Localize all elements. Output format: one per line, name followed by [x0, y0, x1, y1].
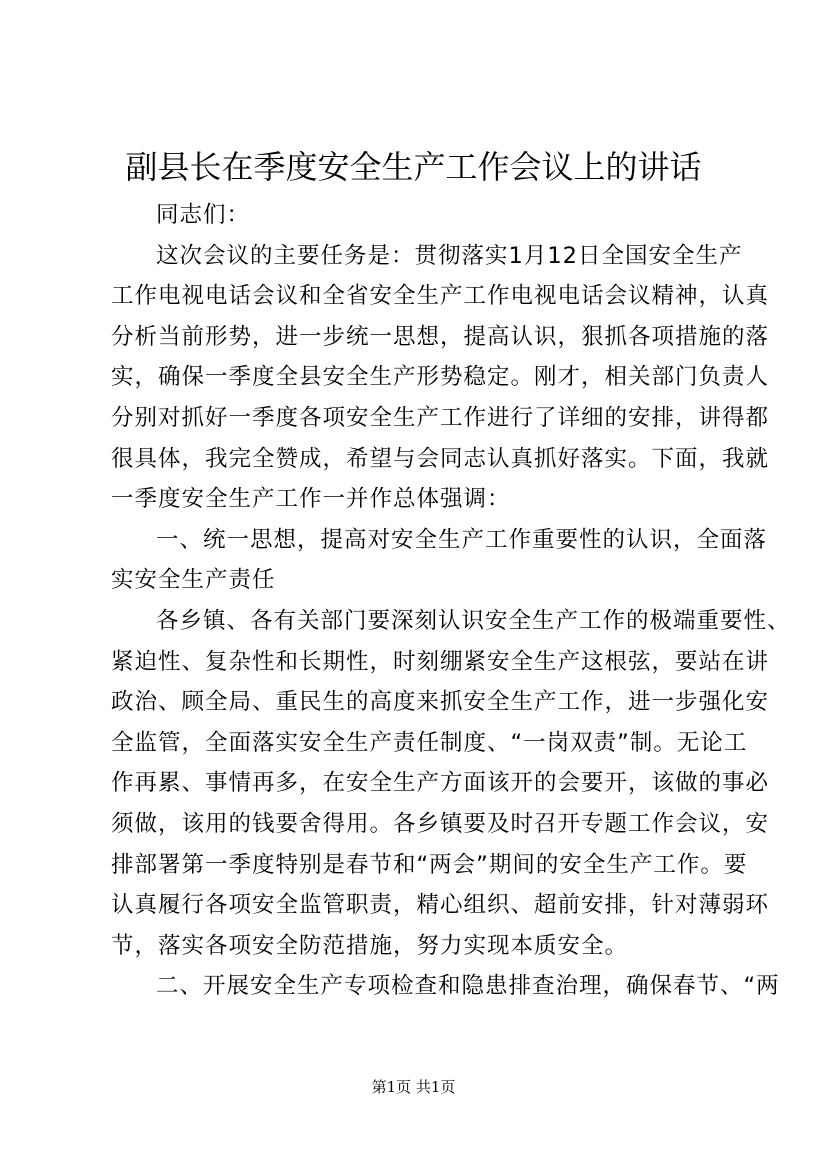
section-heading-line: 实安全生产责任 [111, 567, 276, 594]
salutation-line: 同志们： [156, 202, 251, 228]
section-heading-line: 一、统一思想，提高对安全生产工作重要性的认识，全面落 [156, 526, 768, 553]
paragraph-line: 紧迫性、复杂性和长期性，时刻绷紧安全生产这根弦，要站在讲 [111, 648, 770, 675]
paragraph-line: 工作电视电话会议和全省安全生产工作电视电话会议精神，认真 [111, 283, 770, 310]
paragraph-line: 须做，该用的钱要舍得用。各乡镇要及时召开专题工作会议，安 [111, 810, 770, 837]
page-footer: 第1页 共1页 [371, 1078, 456, 1096]
section-heading-line: 二、开展安全生产专项检查和隐患排查治理，确保春节、“两 [156, 973, 780, 1000]
paragraph-line: 分别对抓好一季度各项安全生产工作进行了详细的安排，讲得都 [111, 404, 770, 431]
paragraph-line: 排部署第一季度特别是春节和“两会”期间的安全生产工作。要 [111, 851, 748, 878]
paragraph-line: 这次会议的主要任务是：贯彻落实1月12日全国安全生产 [156, 242, 743, 269]
document-title: 副县长在季度安全生产工作会议上的讲话 [125, 148, 702, 186]
paragraph-line: 实，确保一季度全县安全生产形势稳定。刚才，相关部门负责人 [111, 364, 770, 391]
document-body [111, 195, 791, 1007]
paragraph-line: 分析当前形势，进一步统一思想，提高认识，狠抓各项措施的落 [111, 323, 770, 350]
paragraph-line: 作再累、事情再多，在安全生产方面该开的会要开，该做的事必 [111, 770, 770, 797]
paragraph-line: 全监管，全面落实安全生产责任制度、“一岗双责”制。无论工 [111, 729, 748, 756]
paragraph-line: 节，落实各项安全防范措施，努力实现本质安全。 [111, 932, 629, 959]
paragraph-line: 政治、顾全局、重民生的高度来抓安全生产工作，进一步强化安 [111, 689, 770, 716]
paragraph-line: 一季度安全生产工作一并作总体强调： [111, 486, 511, 513]
paragraph-line: 认真履行各项安全监管职责，精心组织、超前安排，针对薄弱环 [111, 892, 770, 919]
paragraph-line: 各乡镇、各有关部门要深刻认识安全生产工作的极端重要性、 [156, 607, 791, 634]
paragraph-line: 很具体，我完全赞成，希望与会同志认真抓好落实。下面，我就 [111, 445, 770, 472]
